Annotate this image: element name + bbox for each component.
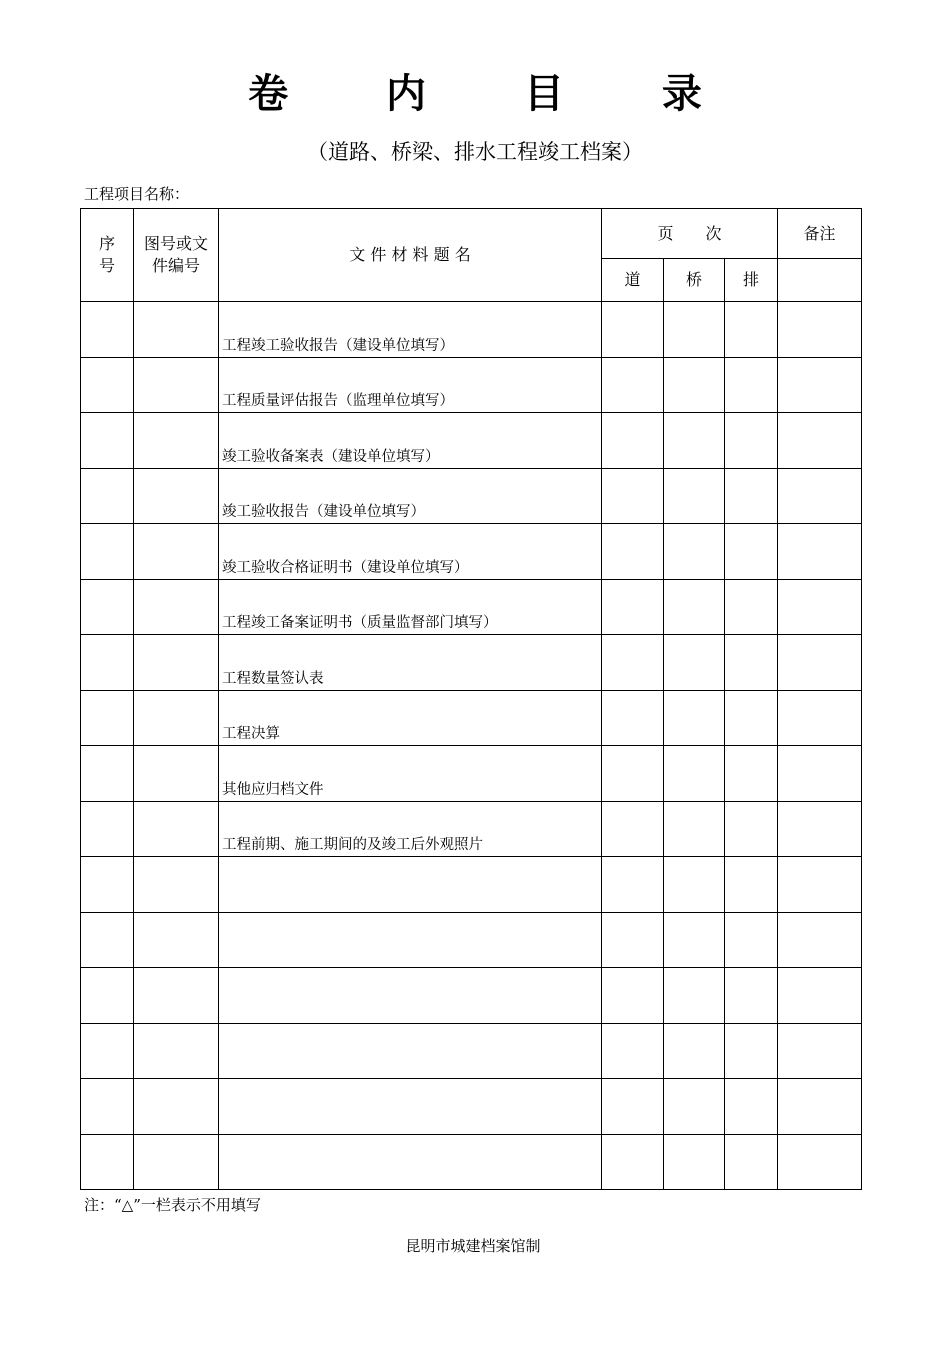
doc-title-cell: 工程数量签认表	[219, 635, 602, 691]
table-row	[81, 690, 862, 746]
page-drain-cell	[725, 801, 778, 857]
page-drain-cell	[725, 413, 778, 469]
header-doc-no: 图号或文件编号	[134, 209, 219, 302]
seq-cell	[81, 302, 134, 358]
header-seq: 序号	[81, 209, 134, 302]
doc-no-cell	[134, 801, 219, 857]
page-drain-cell	[725, 1023, 778, 1079]
page-drain-cell	[725, 579, 778, 635]
doc-no-cell	[134, 746, 219, 802]
doc-title-cell: 工程竣工备案证明书（质量监督部门填写）	[219, 579, 602, 635]
remarks-cell	[778, 857, 862, 913]
page-drain-cell	[725, 746, 778, 802]
seq-cell	[81, 579, 134, 635]
doc-title-cell: 工程竣工验收报告（建设单位填写）	[219, 302, 602, 358]
seq-cell	[81, 1023, 134, 1079]
doc-title-cell	[219, 857, 602, 913]
seq-cell	[81, 524, 134, 580]
remarks-cell	[778, 912, 862, 968]
doc-title-cell: 其他应归档文件	[219, 746, 602, 802]
page-bridge-cell	[664, 1079, 725, 1135]
title-char-4: 录	[661, 71, 702, 117]
remarks-cell	[778, 1079, 862, 1135]
doc-title-cell: 竣工验收合格证明书（建设单位填写）	[219, 524, 602, 580]
doc-title-cell	[219, 1023, 602, 1079]
header-doc-title: 文 件 材 料 题 名	[219, 209, 602, 302]
page-road-cell	[602, 524, 664, 580]
doc-no-cell	[134, 1079, 219, 1135]
doc-no-cell	[134, 302, 219, 358]
page-road-cell	[602, 1079, 664, 1135]
page-title	[0, 62, 950, 119]
page-road-cell	[602, 413, 664, 469]
remarks-cell	[778, 968, 862, 1024]
doc-no-cell	[134, 968, 219, 1024]
header-page-bridge: 桥	[664, 259, 725, 302]
page-drain-cell	[725, 690, 778, 746]
header-page-drain: 排	[725, 259, 778, 302]
seq-cell	[81, 1079, 134, 1135]
page-road-cell	[602, 968, 664, 1024]
seq-cell	[81, 357, 134, 413]
table-row	[81, 635, 862, 691]
doc-title-cell: 工程前期、施工期间的及竣工后外观照片	[219, 801, 602, 857]
doc-title-cell: 工程决算	[219, 690, 602, 746]
seq-cell	[81, 413, 134, 469]
page-drain-cell	[725, 912, 778, 968]
doc-title-cell	[219, 912, 602, 968]
seq-cell	[81, 468, 134, 524]
remarks-cell	[778, 690, 862, 746]
doc-title-cell: 工程质量评估报告（监理单位填写）	[219, 357, 602, 413]
page-bridge-cell	[664, 302, 725, 358]
seq-cell	[81, 912, 134, 968]
page-road-cell	[602, 357, 664, 413]
doc-title-cell	[219, 968, 602, 1024]
page-road-cell	[602, 912, 664, 968]
page-drain-cell	[725, 1079, 778, 1135]
table-row	[81, 968, 862, 1024]
table-row	[81, 746, 862, 802]
header-remarks: 备注	[778, 209, 862, 259]
page-drain-cell	[725, 468, 778, 524]
header-remarks-blank	[778, 259, 862, 302]
table-row	[81, 801, 862, 857]
title-char-1: 卷	[248, 71, 289, 117]
catalog-table	[80, 208, 862, 1190]
page-drain-cell	[725, 1134, 778, 1190]
doc-no-cell	[134, 635, 219, 691]
seq-cell	[81, 1134, 134, 1190]
page-bridge-cell	[664, 579, 725, 635]
seq-cell	[81, 746, 134, 802]
remarks-cell	[778, 468, 862, 524]
table-row	[81, 524, 862, 580]
remarks-cell	[778, 302, 862, 358]
page-road-cell	[602, 746, 664, 802]
page-bridge-cell	[664, 1134, 725, 1190]
doc-title-cell: 竣工验收报告（建设单位填写）	[219, 468, 602, 524]
doc-no-cell	[134, 468, 219, 524]
page-bridge-cell	[664, 413, 725, 469]
table-row	[81, 413, 862, 469]
doc-title-cell	[219, 1079, 602, 1135]
page-bridge-cell	[664, 1023, 725, 1079]
maker-credit: 昆明市城建档案馆制	[405, 1237, 541, 1255]
doc-no-cell	[134, 579, 219, 635]
doc-title-cell	[219, 1134, 602, 1190]
page-drain-cell	[725, 635, 778, 691]
page-road-cell	[602, 302, 664, 358]
page-subtitle: （道路、桥梁、排水工程竣工档案）	[307, 140, 643, 164]
page-bridge-cell	[664, 690, 725, 746]
seq-cell	[81, 857, 134, 913]
page-road-cell	[602, 635, 664, 691]
remarks-cell	[778, 635, 862, 691]
page-bridge-cell	[664, 912, 725, 968]
page-bridge-cell	[664, 857, 725, 913]
table-row	[81, 357, 862, 413]
title-char-3: 目	[523, 71, 564, 117]
page-drain-cell	[725, 524, 778, 580]
header-page-road: 道	[602, 259, 664, 302]
page-road-cell	[602, 690, 664, 746]
seq-cell	[81, 635, 134, 691]
page-road-cell	[602, 801, 664, 857]
doc-no-cell	[134, 1023, 219, 1079]
remarks-cell	[778, 413, 862, 469]
doc-no-cell	[134, 912, 219, 968]
table-row	[81, 302, 862, 358]
page-drain-cell	[725, 302, 778, 358]
footnote: 注：“△”一栏表示不用填写	[84, 1196, 261, 1214]
seq-cell	[81, 690, 134, 746]
table-row	[81, 468, 862, 524]
table-row	[81, 1023, 862, 1079]
page-road-cell	[602, 1134, 664, 1190]
page-bridge-cell	[664, 524, 725, 580]
doc-no-cell	[134, 690, 219, 746]
doc-no-cell	[134, 413, 219, 469]
table-row	[81, 1079, 862, 1135]
doc-title-cell: 竣工验收备案表（建设单位填写）	[219, 413, 602, 469]
remarks-cell	[778, 1134, 862, 1190]
page-bridge-cell	[664, 746, 725, 802]
remarks-cell	[778, 524, 862, 580]
remarks-cell	[778, 801, 862, 857]
remarks-cell	[778, 1023, 862, 1079]
remarks-cell	[778, 357, 862, 413]
table-row	[81, 579, 862, 635]
header-pages: 页 次	[602, 209, 778, 259]
page-drain-cell	[725, 357, 778, 413]
remarks-cell	[778, 746, 862, 802]
title-char-2: 内	[386, 71, 427, 117]
page-road-cell	[602, 468, 664, 524]
project-name-label: 工程项目名称：	[84, 185, 190, 203]
page-drain-cell	[725, 857, 778, 913]
doc-no-cell	[134, 357, 219, 413]
doc-no-cell	[134, 524, 219, 580]
page-road-cell	[602, 579, 664, 635]
page-bridge-cell	[664, 801, 725, 857]
page-drain-cell	[725, 968, 778, 1024]
page-bridge-cell	[664, 635, 725, 691]
table-row	[81, 1134, 862, 1190]
page-bridge-cell	[664, 468, 725, 524]
doc-no-cell	[134, 1134, 219, 1190]
doc-no-cell	[134, 857, 219, 913]
seq-cell	[81, 801, 134, 857]
table-row	[81, 857, 862, 913]
table-row	[81, 912, 862, 968]
remarks-cell	[778, 579, 862, 635]
seq-cell	[81, 968, 134, 1024]
page-bridge-cell	[664, 357, 725, 413]
page-road-cell	[602, 1023, 664, 1079]
page-bridge-cell	[664, 968, 725, 1024]
page-road-cell	[602, 857, 664, 913]
